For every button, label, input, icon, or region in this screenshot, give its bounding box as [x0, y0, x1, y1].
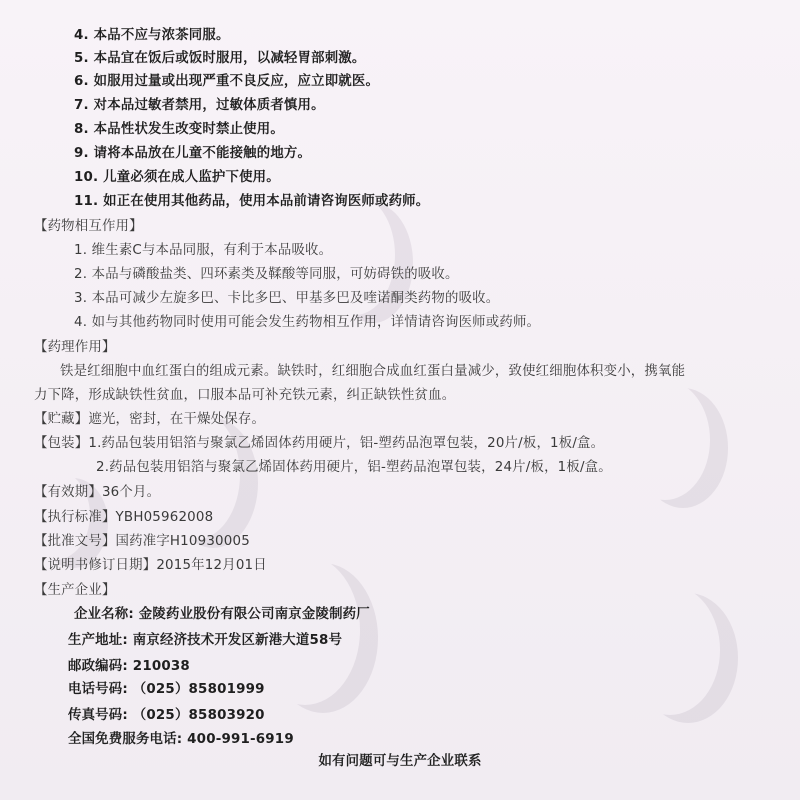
manufacturer-fax-row: [68, 707, 265, 725]
manufacturer-fax: （025）85803920: [132, 708, 265, 723]
validity-text: 36个月。: [101, 485, 161, 500]
watermark-crescent-icon: [250, 555, 360, 705]
pharmacology-text: 力下降，形成缺铁性贫血，口服本品可补充铁元素，纠正缺铁性贫血。: [34, 388, 456, 403]
manufacturer-hotline: 400-991-6919: [187, 732, 294, 747]
section-heading-pharmacology: 【药理作用】: [34, 340, 116, 355]
section-packaging: [34, 435, 604, 453]
manufacturer-name-row: [74, 606, 370, 624]
packaging-text: 2.药品包装用铝箔与聚氯乙烯固体药用硬片，铝-塑药品泡罩包装，24片/板，1板/盒。: [96, 460, 612, 475]
watermark-crescent-icon: [620, 380, 710, 500]
interaction-item: 2. 本品与磷酸盐类、四环素类及鞣酸等同服，可妨碍铁的吸收。: [74, 267, 459, 282]
watermark-crescent-icon: [620, 585, 720, 715]
precaution-item: 5. 本品宜在饭后或饭时服用，以减轻胃部刺激。: [74, 51, 366, 66]
storage-text: 遮光，密封，在干燥处保存。: [88, 412, 266, 427]
manufacturer-postcode-label: 邮政编码:: [68, 659, 128, 674]
section-heading-revision: 【说明书修订日期】: [34, 558, 157, 573]
section-validity: [34, 484, 160, 502]
section-heading-packaging: 【包装】: [34, 436, 89, 451]
standard-text: YBH05962008: [115, 510, 214, 525]
precaution-item: 10. 儿童必须在成人监护下使用。: [74, 170, 280, 185]
precaution-item: 7. 对本品过敏者禁用，过敏体质者慎用。: [74, 98, 325, 113]
manufacturer-fax-label: 传真号码:: [68, 708, 128, 723]
section-heading-interactions: 【药物相互作用】: [34, 219, 143, 234]
interaction-item: 3. 本品可减少左旋多巴、卡比多巴、甲基多巴及喹诺酮类药物的吸收。: [74, 291, 500, 306]
manufacturer-name-label: 企业名称:: [74, 607, 134, 622]
section-heading-validity: 【有效期】: [34, 485, 102, 500]
manufacturer-phone: （025）85801999: [132, 682, 265, 697]
manufacturer-name: 金陵药业股份有限公司南京金陵制药厂: [138, 607, 370, 622]
manufacturer-phone-label: 电话号码:: [68, 682, 128, 697]
packaging-text: 1.药品包装用铝箔与聚氯乙烯固体药用硬片，铝-塑药品泡罩包装，20片/板，1板/盒。: [88, 436, 605, 451]
section-heading-standard: 【执行标准】: [34, 510, 116, 525]
section-approval: [34, 533, 250, 551]
precaution-item: 4. 本品不应与浓茶同服。: [74, 28, 230, 43]
manufacturer-postcode: 210038: [132, 659, 190, 674]
approval-text: 国药准字H10930005: [115, 534, 250, 549]
interaction-item: 4. 如与其他药物同时使用可能会发生药物相互作用，详情请咨询医师或药师。: [74, 315, 541, 330]
pharmacology-text: 铁是红细胞中血红蛋白的组成元素。缺铁时，红细胞合成血红蛋白量减少，致使红细胞体积变小，携氧能: [60, 364, 686, 379]
interaction-item: 1. 维生素C与本品同服，有利于本品吸收。: [74, 243, 333, 258]
revision-text: 2015年12月01日: [156, 558, 267, 573]
section-heading-storage: 【贮藏】: [34, 412, 89, 427]
manufacturer-address-label: 生产地址:: [68, 633, 128, 648]
manufacturer-address: 南京经济技术开发区新港大道58号: [132, 633, 343, 648]
manufacturer-phone-row: [68, 681, 265, 699]
precaution-item: 11. 如正在使用其他药品，使用本品前请咨询医师或药师。: [74, 194, 430, 209]
section-standard: [34, 509, 213, 527]
footer-contact-note: 如有问题可与生产企业联系: [318, 754, 482, 769]
section-storage: [34, 411, 265, 429]
precaution-item: 6. 如服用过量或出现严重不良反应，应立即就医。: [74, 74, 380, 89]
manufacturer-address-row: [68, 632, 342, 650]
section-heading-manufacturer: 【生产企业】: [34, 583, 116, 598]
precaution-item: 9. 请将本品放在儿童不能接触的地方。: [74, 146, 312, 161]
precaution-item: 8. 本品性状发生改变时禁止使用。: [74, 122, 284, 137]
manufacturer-hotline-label: 全国免费服务电话:: [68, 732, 183, 747]
manufacturer-postcode-row: [68, 658, 190, 676]
section-revision: [34, 557, 267, 575]
section-heading-approval: 【批准文号】: [34, 534, 116, 549]
manufacturer-hotline-row: [68, 731, 294, 749]
